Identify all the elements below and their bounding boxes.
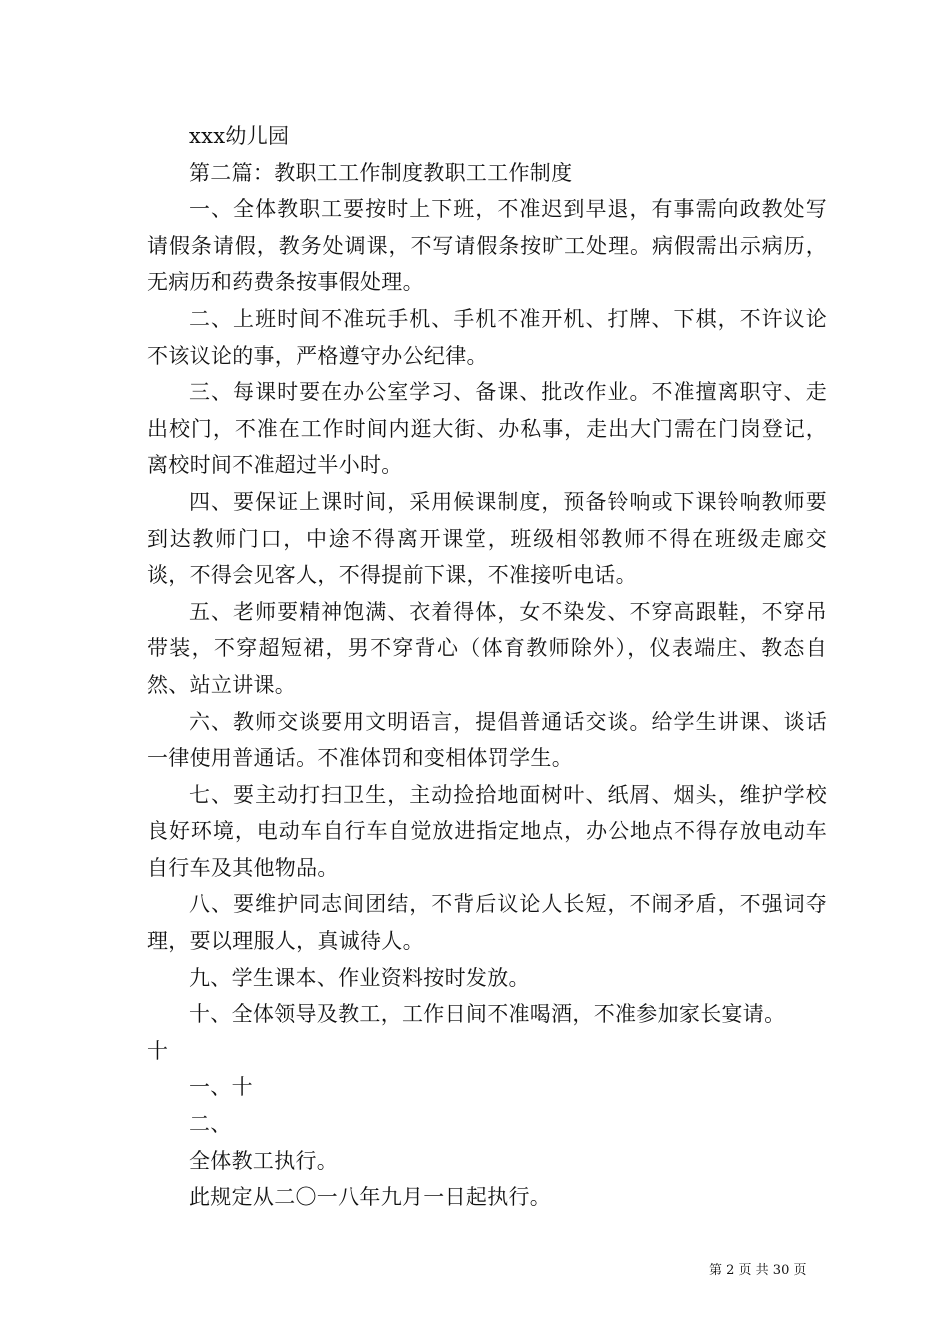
rule-paragraph-1: 一、全体教职工要按时上下班，不准迟到早退，有事需向政教处写请假条请假，教务处调课，不写请假条按旷工处理。病假需出示病历，无病历和药费条按事假处理。 — [147, 197, 827, 295]
document-body — [147, 118, 827, 1216]
rule-paragraph-6: 六、教师交谈要用文明语言，提倡普通话交谈。给学生讲课、谈话一律使用普通话。不准体罚和变相体罚学生。 — [147, 709, 827, 771]
effective-date-note: 此规定从二〇一八年九月一日起执行。 — [189, 1185, 552, 1210]
page-number: 第 2 页 共 30 页 — [709, 1263, 807, 1278]
rule-paragraph-11: 一、十 — [189, 1075, 253, 1100]
rule-paragraph-2: 二、上班时间不准玩手机、手机不准开机、打牌、下棋，不许议论不该议论的事，严格遵守办公纪律。 — [147, 306, 827, 368]
execution-note: 全体教工执行。 — [189, 1148, 339, 1173]
rule-paragraph-5: 五、老师要精神饱满、衣着得体，女不染发、不穿高跟鞋，不穿吊带装，不穿超短裙，男不穿背心（体育教师除外），仪表端庄、教态自然、站立讲课。 — [147, 599, 827, 697]
rule-paragraph-12: 二、 — [189, 1112, 232, 1137]
rule-paragraph-8: 八、要维护同志间团结，不背后议论人长短，不闹矛盾，不强词夺理，要以理服人，真诚待人。 — [147, 892, 827, 954]
rule-paragraph-4: 四、要保证上课时间，采用候课制度，预备铃响或下课铃响教师要到达教师门口，中途不得离开课堂，班级相邻教师不得在班级走廊交谈，不得会见客人，不得提前下课，不准接听电话。 — [147, 489, 827, 588]
rule-continuation: 十 — [147, 1038, 169, 1063]
organization-name: xxx幼儿园 — [189, 124, 290, 148]
rule-paragraph-10: 十、全体领导及教工，工作日间不准喝酒，不准参加家长宴请。 — [189, 1002, 786, 1027]
rule-paragraph-7: 七、要主动打扫卫生，主动捡拾地面树叶、纸屑、烟头，维护学校良好环境，电动车自行车自觉放进指定地点，办公地点不得存放电动车自行车及其他物品。 — [147, 782, 827, 880]
rule-paragraph-9: 九、学生课本、作业资料按时发放。 — [189, 965, 530, 990]
article-title: 第二篇：教职工工作制度教职工工作制度 — [189, 160, 573, 185]
rule-paragraph-3: 三、每课时要在办公室学习、备课、批改作业。不准擅离职守、走出校门，不准在工作时间内逛大街、办私事，走出大门需在门岗登记，离校时间不准超过半小时。 — [147, 380, 827, 478]
